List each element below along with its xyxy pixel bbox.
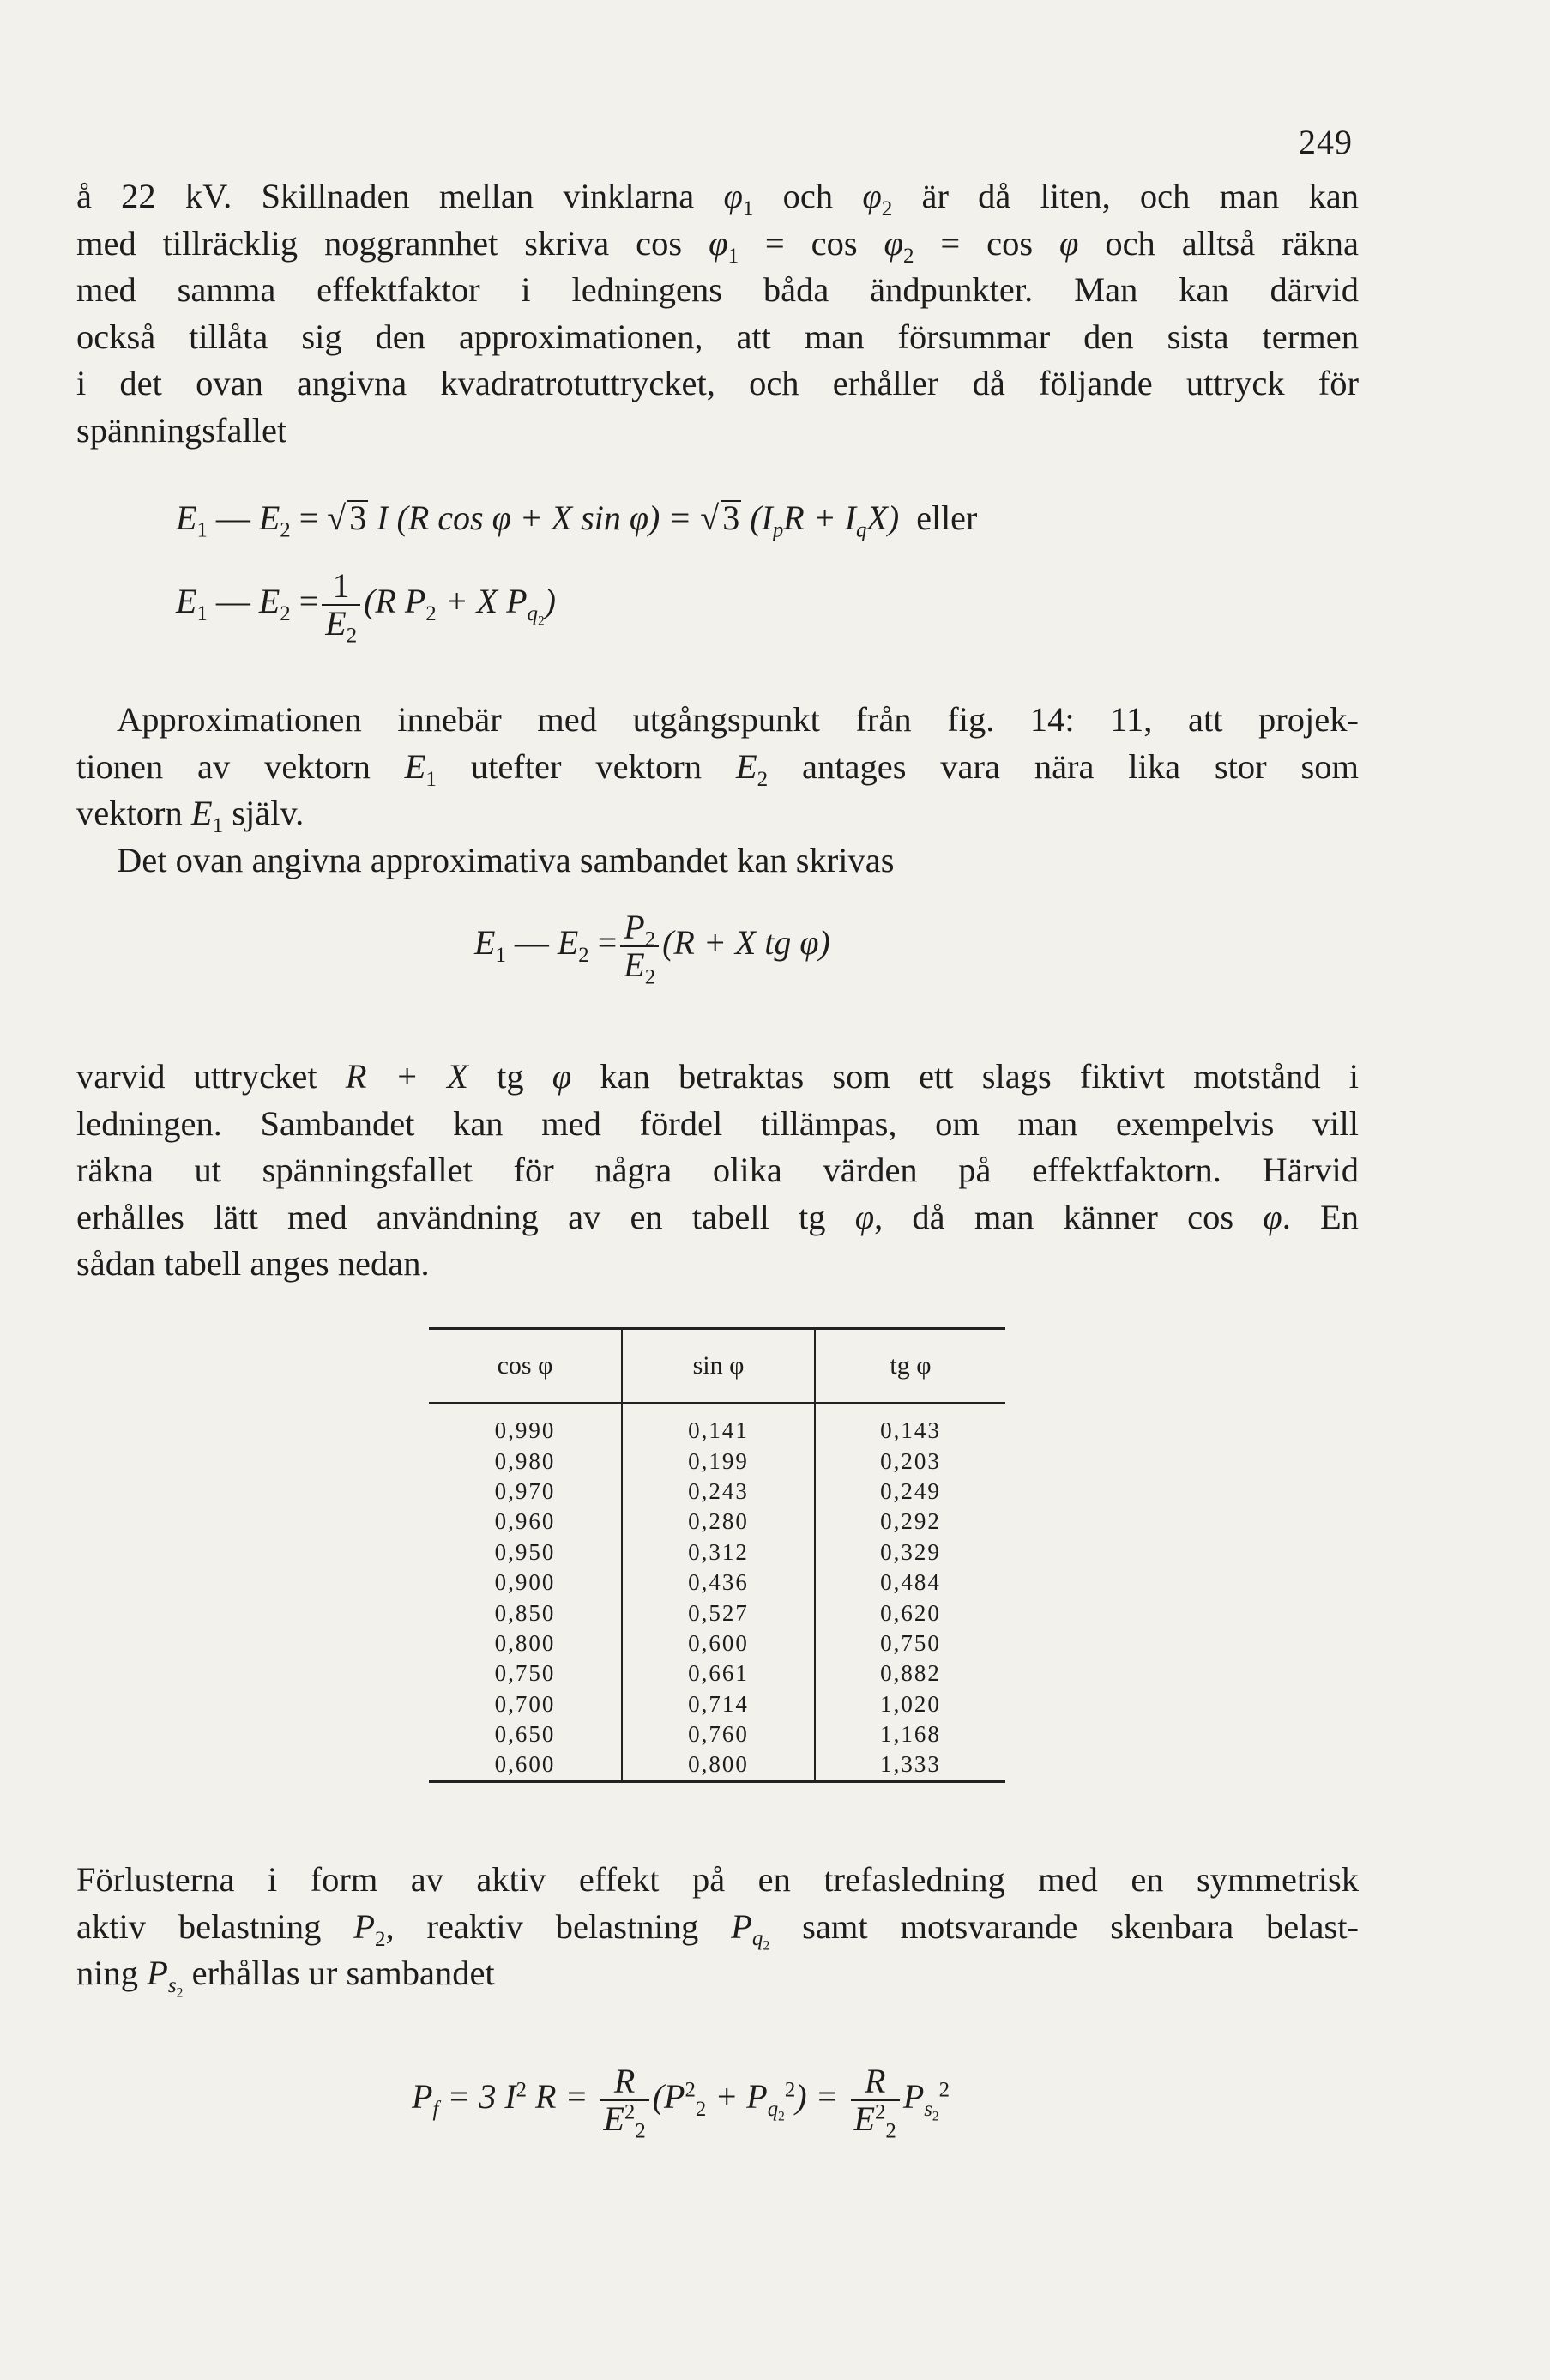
table-cell: 0,527 (622, 1598, 815, 1628)
table-body (429, 1403, 1005, 1781)
table-row (429, 1537, 1005, 1568)
column-header: tg φ (815, 1329, 1005, 1404)
table-cell: 0,203 (815, 1446, 1005, 1476)
table-cell: 0,312 (622, 1537, 815, 1568)
table-cell: 0,960 (494, 1508, 556, 1535)
text-line: spänningsfallet (76, 410, 287, 450)
table-cell: 0,760 (622, 1719, 815, 1749)
table-row (429, 1749, 1005, 1781)
table-row (429, 1689, 1005, 1719)
column-header: sin φ (622, 1329, 815, 1404)
text-line: Approximationen innebär med utgångspunkt från fig. 14: 11, att projek- (117, 700, 1359, 739)
text-line: vektorn $E_1$ själv. (76, 794, 305, 837)
table-cell: 0,249 (815, 1477, 1005, 1507)
text-line: Det ovan angivna approximativa sambandet kan skrivas (117, 840, 895, 879)
table-cell: 0,661 (622, 1658, 815, 1688)
text-line: Förlusterna i form av aktiv effekt på en trefasledning med en symmetrisk (76, 1860, 1359, 1899)
table-cell: 0,900 (494, 1569, 556, 1596)
equation-fictive-resistance: $E_1$ — $E_2$ = $\frac{P_2}{E_2}$ (R + X tg φ) (474, 908, 830, 989)
table-cell: 1,020 (815, 1689, 1005, 1719)
table-row (429, 1658, 1005, 1688)
table-cell: 0,970 (494, 1477, 556, 1504)
table-cell: 0,650 (494, 1721, 556, 1748)
table-row (429, 1477, 1005, 1507)
column-header: cos φ (429, 1329, 622, 1404)
table-cell: 0,280 (622, 1507, 815, 1537)
text-line: varvid uttrycket R + X tg φ kan betraktas som ett slags fiktivt motstånd i (76, 1057, 1359, 1096)
table-row (429, 1628, 1005, 1658)
table-row (429, 1598, 1005, 1628)
text-line: också tillåta sig den approximationen, att man försummar den sista termen (76, 317, 1359, 356)
equation-voltage-drop-sqrt: $E_1$ — $E_2$ = √ 3 I (R cos φ + X sin φ) = √ 3 $(I_pR + I_qX)$ eller (176, 498, 978, 542)
trig-table (429, 1327, 1005, 1783)
table-row (429, 1403, 1005, 1446)
table-cell: 0,436 (622, 1568, 815, 1598)
table-cell: 0,800 (494, 1629, 556, 1656)
table-row (429, 1446, 1005, 1476)
table-row (429, 1507, 1005, 1537)
table-cell: 0,750 (494, 1660, 556, 1687)
table-cell: 0,882 (815, 1658, 1005, 1688)
paragraph-2 (76, 697, 1359, 884)
table-cell: 0,141 (622, 1403, 815, 1446)
text-line: ledningen. Sambandet kan med fördel tillämpas, om man exempelvis vill (76, 1103, 1359, 1143)
table-cell: 0,199 (622, 1446, 815, 1476)
text-line: med samma effektfaktor i ledningens båda ändpunkter. Man kan därvid (76, 270, 1359, 309)
text-line: erhålles lätt med användning av en tabell tg φ, då man känner cos φ. En (76, 1197, 1359, 1236)
equation-power-loss: $P_f = 3$ $I^2$ R = $\frac{R}{E^2_2}$ $(P^2_2 + P_{q_2}^2)$ = $\frac{R}{E^2_2}$ $P_{s_2}^2$ (412, 2062, 950, 2143)
table-cell: 0,292 (815, 1507, 1005, 1537)
table-row (429, 1568, 1005, 1598)
text-line: sådan tabell anges nedan. (76, 1244, 430, 1283)
text-line: aktiv belastning $P_2$, reaktiv belastning $P_{q_2}$ samt motsvarande skenbara belast- (76, 1906, 1359, 1954)
table-cell: 0,243 (622, 1477, 815, 1507)
text-line: med tillräcklig noggrannhet skriva $\cos \varphi_1 = \cos \varphi_2 = \cos \varphi$ och alltså räkna (76, 223, 1360, 268)
table-cell: 0,750 (815, 1628, 1005, 1658)
table-cell: 0,484 (815, 1568, 1005, 1598)
table-cell: 0,700 (494, 1690, 556, 1717)
table-cell: 0,950 (494, 1538, 556, 1565)
table-cell: 0,714 (622, 1689, 815, 1719)
table-cell: 1,333 (815, 1749, 1005, 1781)
table-cell: 0,600 (494, 1751, 556, 1778)
table-cell: 1,168 (815, 1719, 1005, 1749)
paragraph-1 (76, 173, 1359, 454)
table-row (429, 1719, 1005, 1749)
paragraph-3 (76, 1054, 1359, 1288)
equation-voltage-drop-power: $E_1$ — $E_2$ = $\frac{1}{E_2}$ (R $P_2 + X$ $P_{q_2}$) (176, 566, 556, 648)
text-line: tionen av vektorn $E_1$ utefter vektorn $E_2$ antages vara nära lika stor som (76, 746, 1359, 791)
table-cell: 0,980 (494, 1447, 556, 1474)
table-cell: 0,143 (815, 1403, 1005, 1446)
text-line: räkna ut spänningsfallet för några olika värden på effektfaktorn. Härvid (76, 1151, 1359, 1189)
table-cell: 0,620 (815, 1598, 1005, 1628)
table-cell: 0,600 (622, 1628, 815, 1658)
table-cell: 0,329 (815, 1537, 1005, 1568)
page-number: 249 (1299, 123, 1353, 161)
text-line: å 22 kV. Skillnaden mellan vinklarna $\varphi_1$ och $\varphi_2$ är då liten, och man kan (76, 177, 1360, 220)
text-line: ning $P_{s_2}$ erhållas ur sambandet (76, 1954, 495, 2001)
paragraph-4 (76, 1857, 1359, 2001)
text-line: i det ovan angivna kvadratrotuttrycket, och erhåller då följande uttryck för (76, 364, 1359, 402)
table-cell: 0,850 (494, 1599, 556, 1626)
table-header-row (429, 1329, 1005, 1404)
table-cell: 0,800 (622, 1749, 815, 1781)
table-cell: 0,990 (494, 1417, 556, 1444)
